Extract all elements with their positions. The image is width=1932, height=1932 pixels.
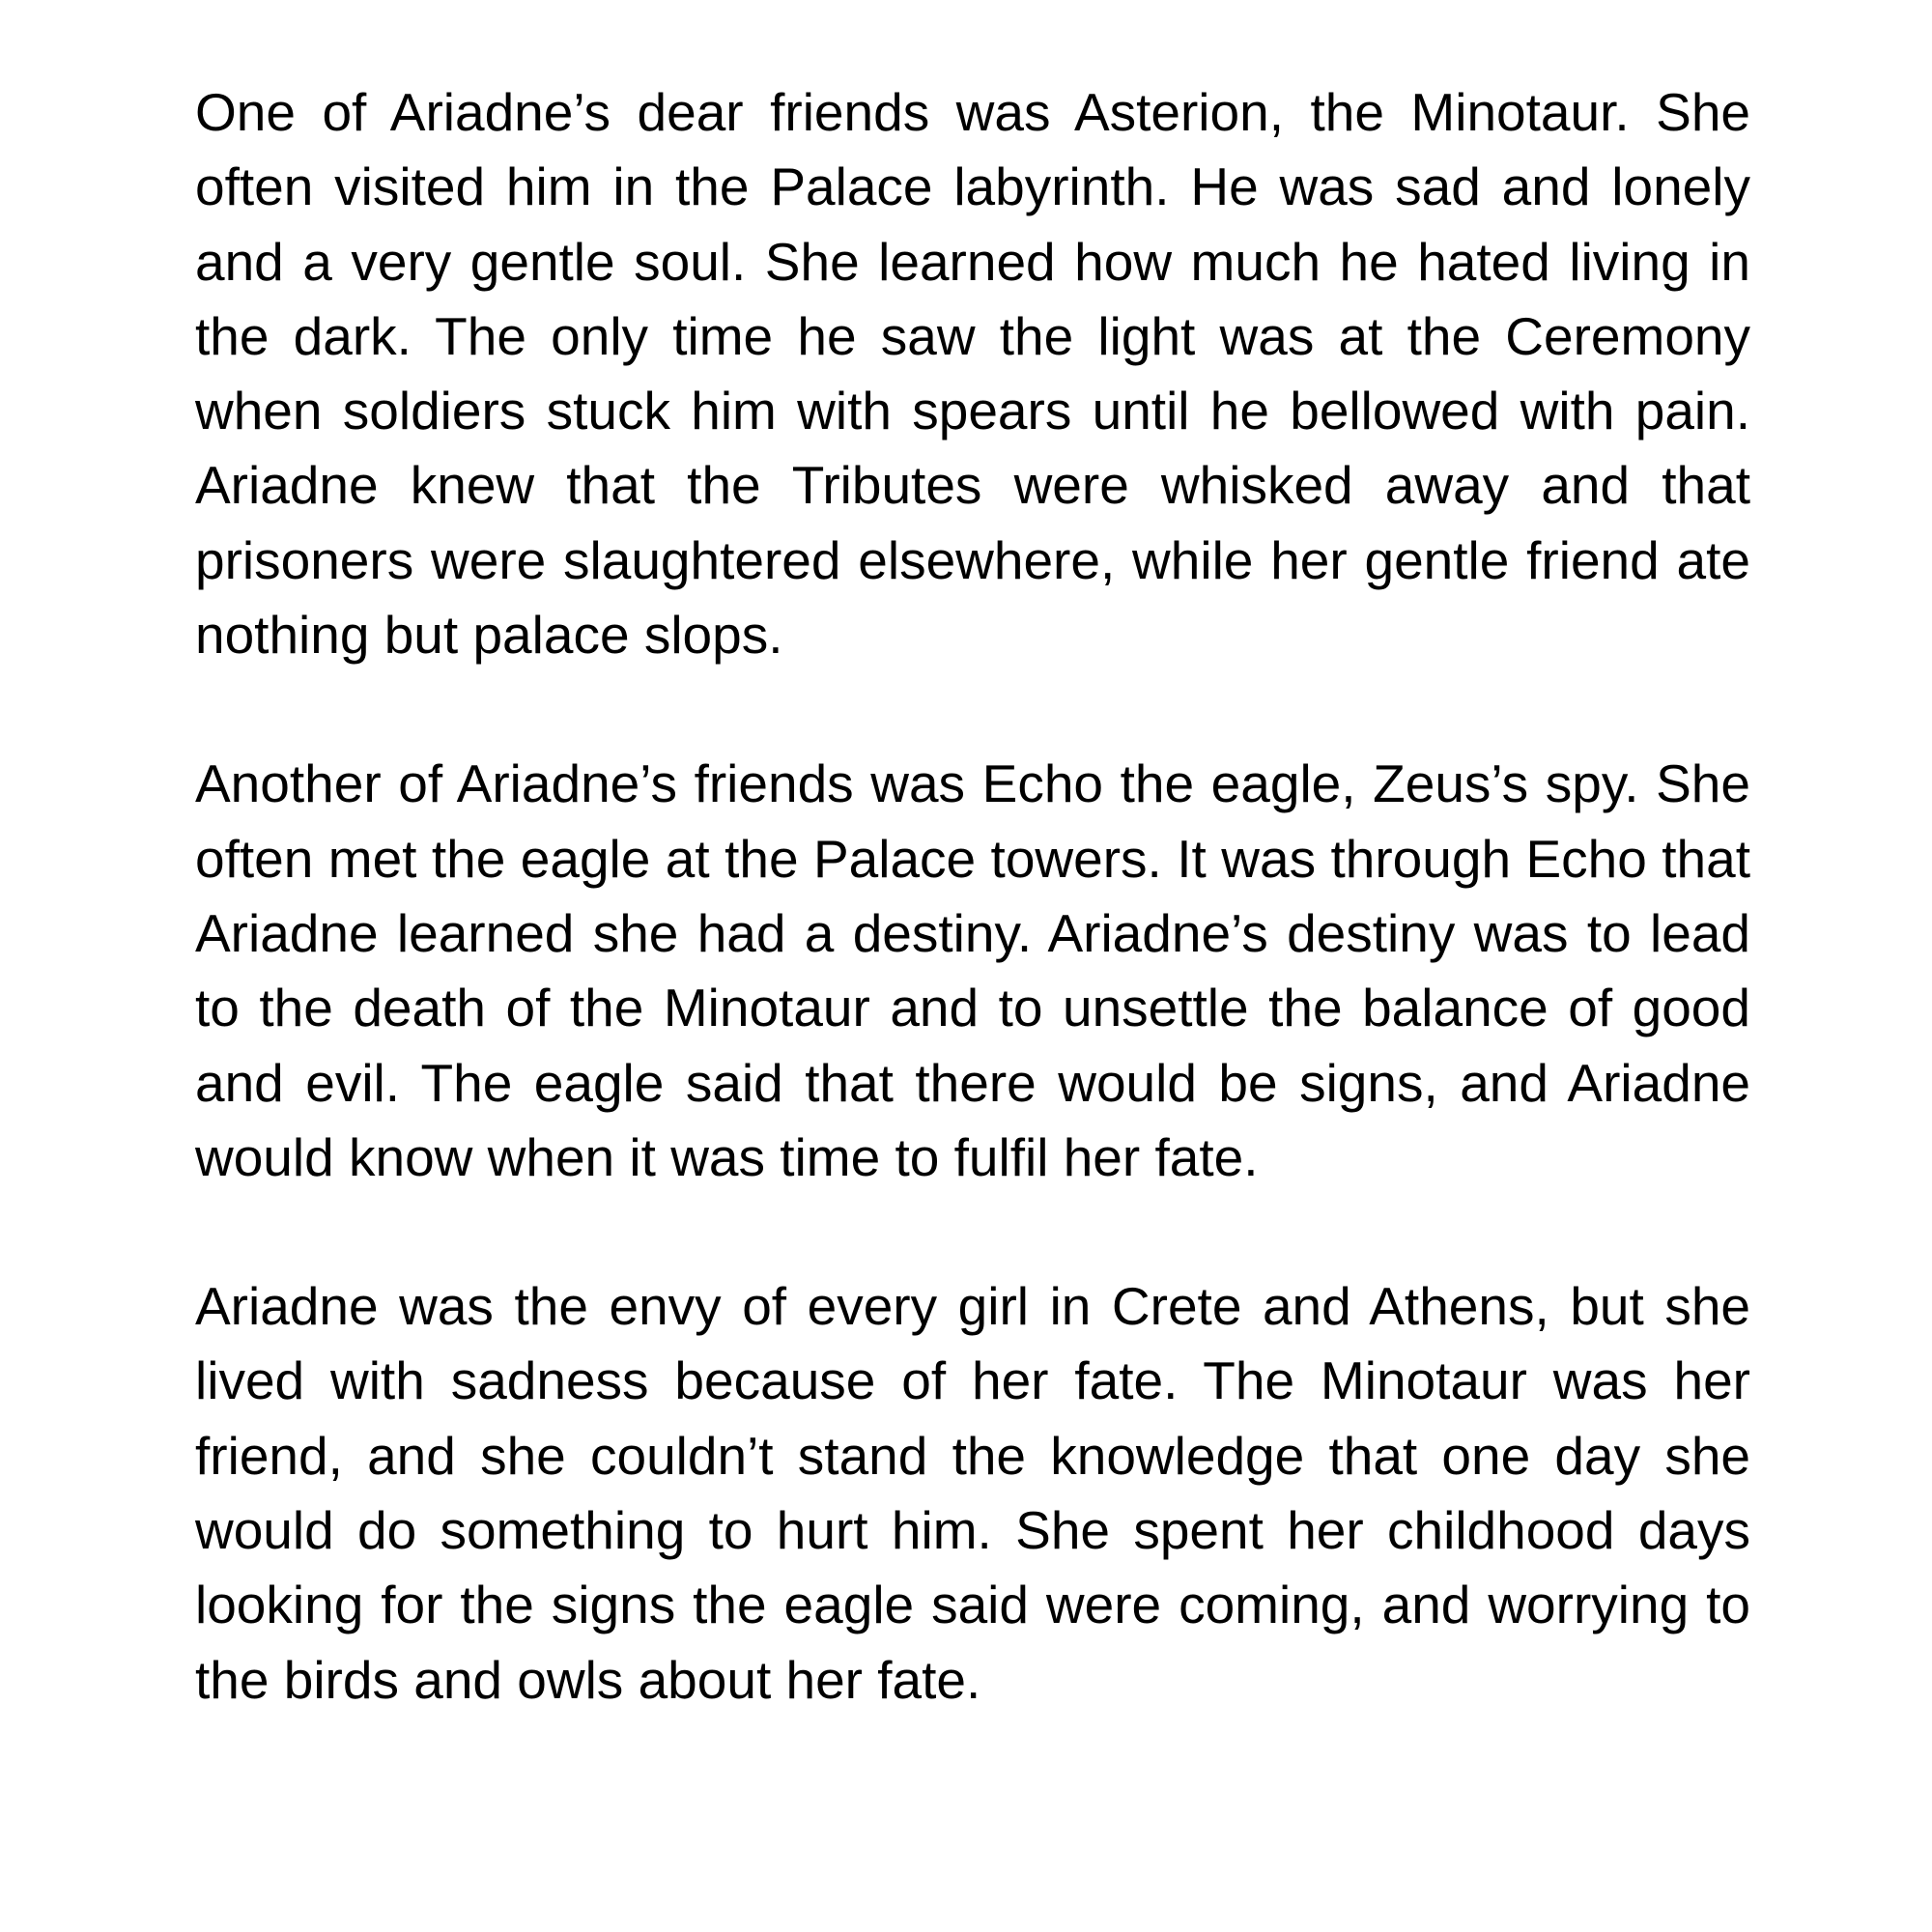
paragraph-3: Ariadne was the envy of every girl in Crete and Athens, but she lived with sadness because of her fate. The Minotaur was her friend, and she couldn’t stand the knowledge that one day she would do something to hurt him. She spent her childhood days looking for the signs the eagle said were coming, and worrying to the birds and owls about her fate. (195, 1276, 1750, 1710)
body-text (195, 75, 1750, 1718)
paragraph-2: Another of Ariadne’s friends was Echo the eagle, Zeus’s spy. She often met the eagle at the Palace towers. It was through Echo that Ariadne learned she had a destiny. Ariadne’s destiny was to lead to the death of the Minotaur and to unsettle the balance of good and evil. The eagle said that there would be signs, and Ariadne would know when it was time to fulfil her fate. (195, 753, 1750, 1187)
paragraph-1: One of Ariadne’s dear friends was Asterion, the Minotaur. She often visited him in the Palace labyrinth. He was sad and lonely and a very gentle soul. She learned how much he hated living in the dark. The only time he saw the light was at the Ceremony when soldiers stuck him with spears until he bellowed with pain. Ariadne knew that the Tributes were whisked away and that prisoners were slaughtered elsewhere, while her gentle friend ate nothing but palace slops. (195, 82, 1750, 666)
